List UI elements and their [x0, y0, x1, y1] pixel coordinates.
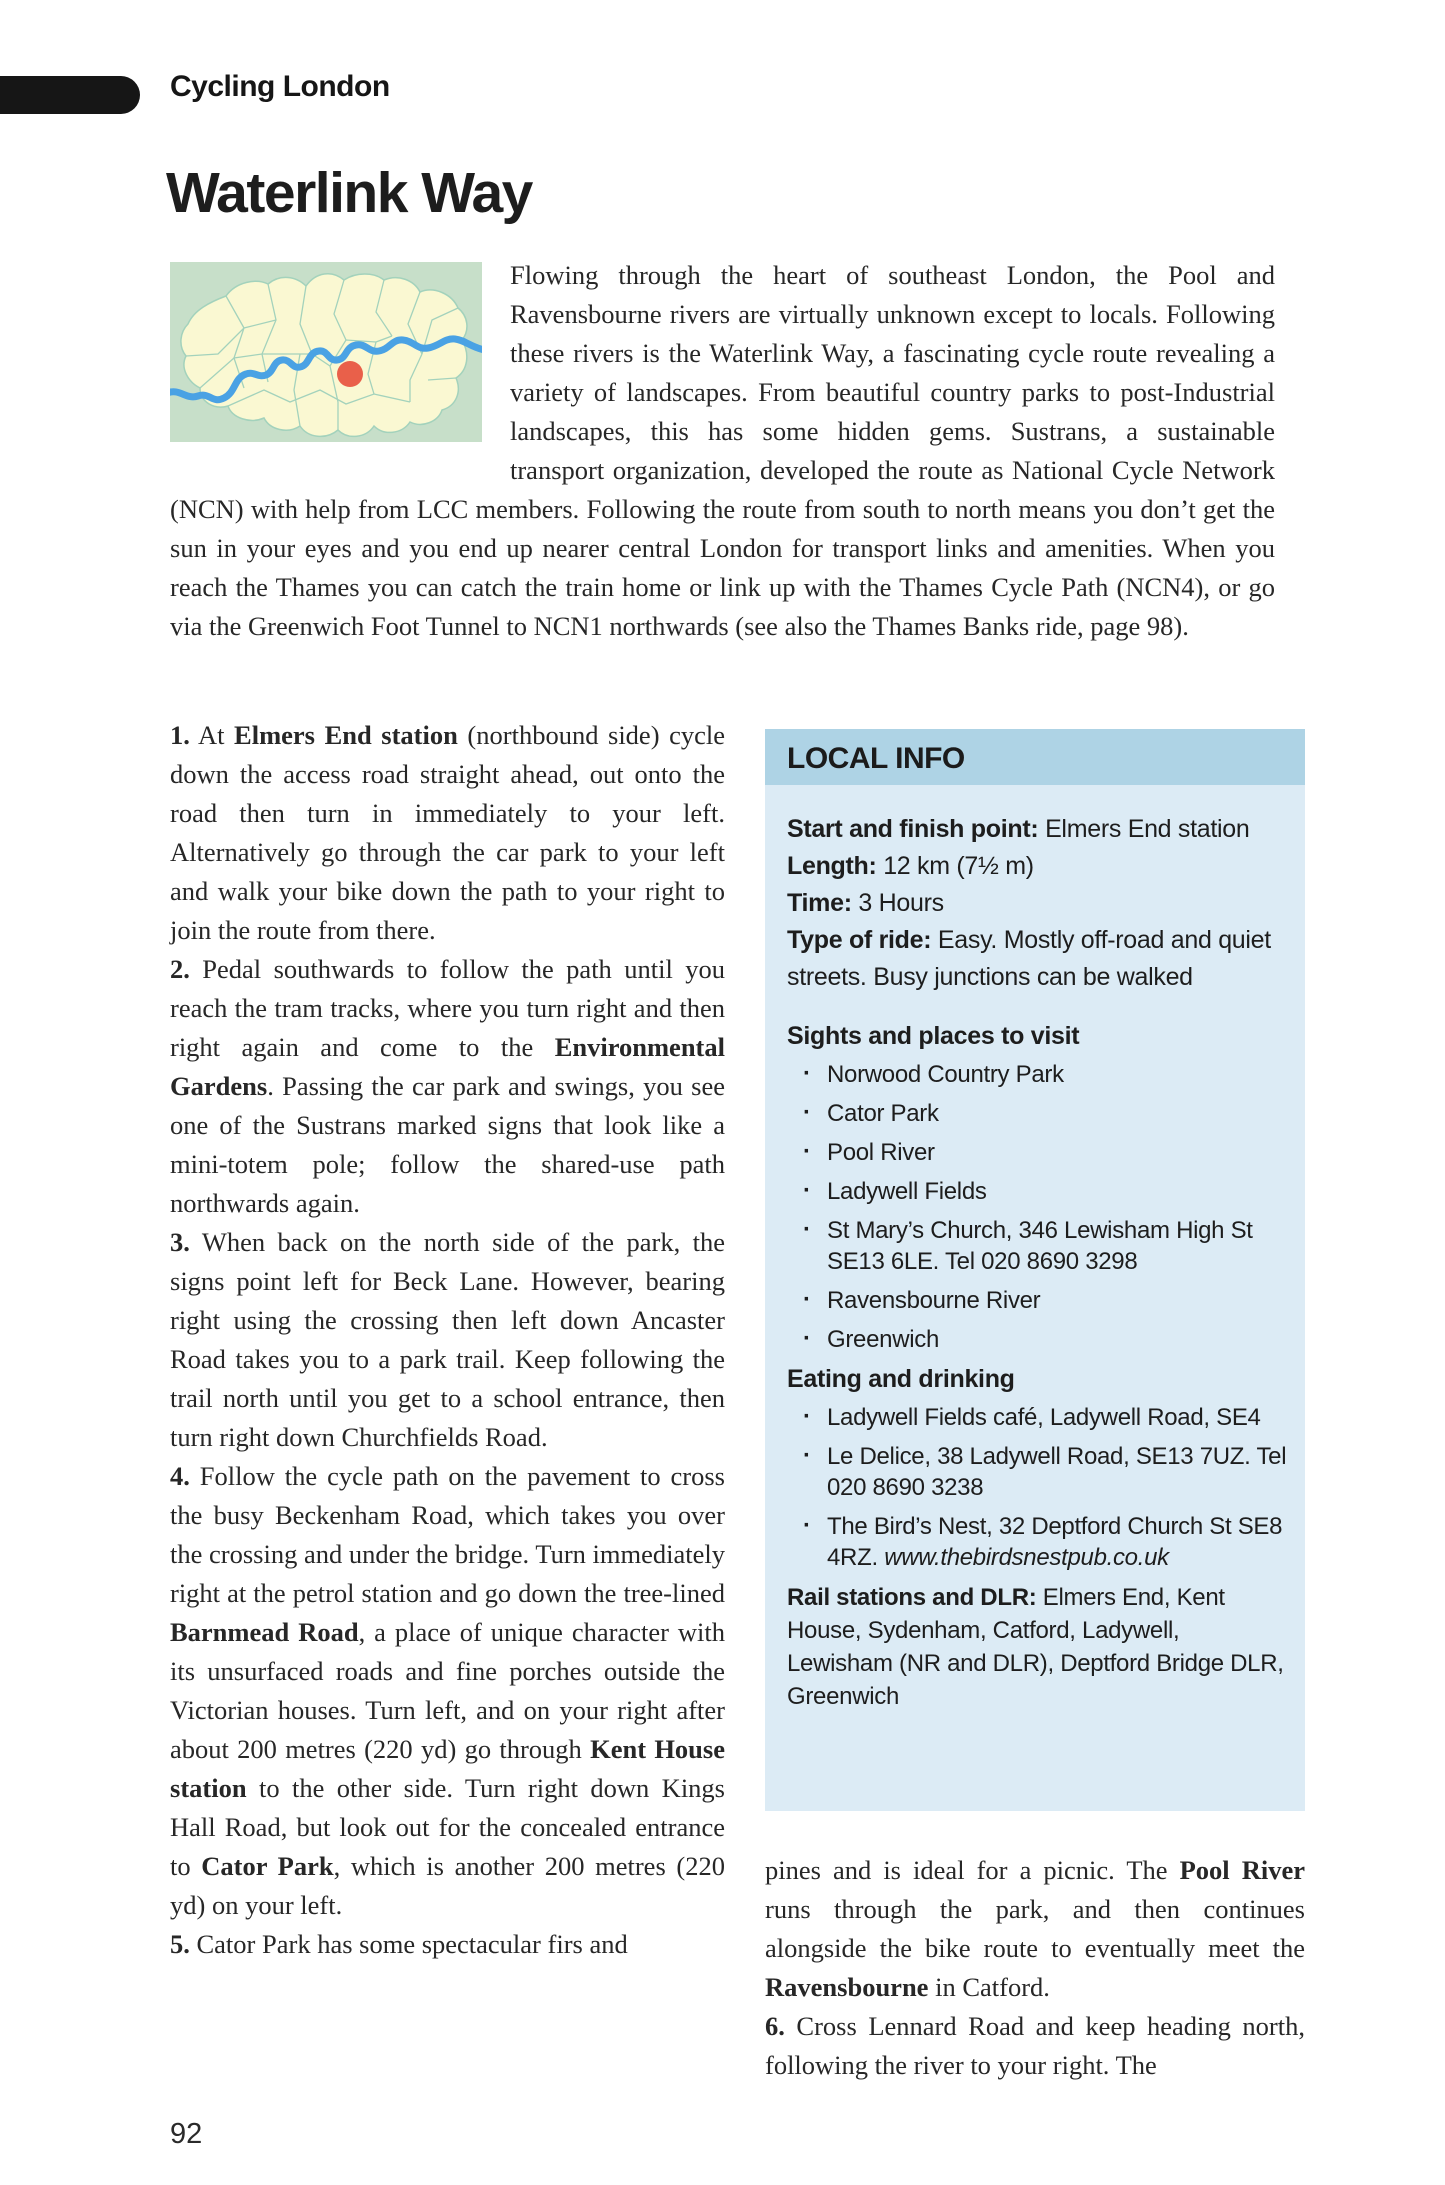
- fact-label: Type of ride:: [787, 926, 938, 954]
- route-step-paragraph: [170, 716, 725, 950]
- rail-stations-value: Elmers End, Kent House, Sydenham, Catford, Ladywell, Lewisham (NR and DLR), Deptford Bridge DLR, Greenwich: [787, 1584, 1284, 1710]
- fact-label: Time:: [787, 889, 859, 917]
- local-info-list-item: [787, 1176, 1287, 1207]
- local-info-fact: [787, 848, 1287, 885]
- page-title: Waterlink Way: [166, 161, 532, 225]
- emphasised-text: 6.: [765, 2011, 785, 2041]
- header-tab-bar: [0, 76, 140, 114]
- local-info-fact: [787, 885, 1287, 922]
- local-info-list: [787, 1402, 1287, 1573]
- local-info-section-heading: Eating and drinking: [787, 1365, 1015, 1393]
- emphasised-text: 2.: [170, 954, 190, 984]
- page-number: 92: [170, 2118, 203, 2150]
- text-run: St Mary’s Church, 346 Lewisham High St SE13 6LE. Tel 020 8690 3298: [827, 1217, 1253, 1275]
- emphasised-text: 1.: [170, 720, 190, 750]
- emphasised-text: Barnmead Road: [170, 1617, 359, 1647]
- emphasised-text: 4.: [170, 1461, 190, 1491]
- text-run: , which is another 200 metres (220 yd) on your left.: [170, 1851, 725, 1920]
- rail-stations-label: Rail stations and DLR:: [787, 1584, 1037, 1611]
- local-info-list: [787, 1059, 1287, 1355]
- text-run: When back on the north side of the park, the signs point left for Beck Lane. However, bearing right using the crossing then left down Ancaster Road takes you to a park trail. Keep following the trail north until you get to a school entrance, then turn right down Churchfields Road.: [170, 1227, 725, 1452]
- local-info-list-item: [787, 1137, 1287, 1168]
- text-run: . Passing the car park and swings, you see one of the Sustrans marked signs that look like a mini-totem pole; follow the shared-use path northwards again.: [170, 1071, 725, 1218]
- route-step-paragraph: [765, 2007, 1305, 2085]
- rail-stations: [787, 1581, 1287, 1713]
- route-columns: [170, 716, 1305, 2085]
- text-run: to the other side. Turn right down Kings Hall Road, but look out for the concealed entrance to: [170, 1773, 725, 1881]
- local-info-box: [765, 729, 1305, 1811]
- text-run: The Bird’s Nest, 32 Deptford Church St SE8 4RZ.: [827, 1513, 1283, 1571]
- text-run: Ladywell Fields café, Ladywell Road, SE4: [827, 1404, 1261, 1431]
- text-run: Cator Park: [827, 1100, 939, 1127]
- text-run: (northbound side) cycle down the access road straight ahead, out onto the road then turn in immediately to your left. Alternatively go through the car park to your left and walk your bike down the path to your right to join the route from there.: [170, 720, 725, 945]
- local-info-fact: [787, 811, 1287, 848]
- fact-value: 12 km (7½ m): [883, 852, 1034, 880]
- text-run: At: [189, 720, 235, 750]
- local-info-list-item: [787, 1324, 1287, 1355]
- intro-section: [170, 256, 1275, 646]
- local-info-fact: [787, 922, 1287, 996]
- intro-paragraph: Flowing through the heart of southeast London, the Pool and Ravensbourne rivers are virtually unknown except to locals. Following these rivers is the Waterlink Way, a fascinating cycle route revealing a variety of landscapes. From beautiful country parks to post-Industrial landscapes, this has some hidden gems. Sustrans, a sustainable transport organization, developed the route as National Cycle Network (NCN) with help from LCC members. Following the route from south to north means you don’t get the sun in your eyes and you end up nearer central London for transport links and amenities. When you reach the Thames you can catch the train home or link up with the Thames Cycle Path (NCN4), or go via the Greenwich Foot Tunnel to NCN1 northwards (see also the Thames Banks ride, page 98).: [170, 260, 1275, 641]
- local-info-list-item: [787, 1059, 1287, 1090]
- text-run: runs through the park, and then continues alongside the bike route to eventually meet the: [765, 1894, 1305, 1963]
- local-info-list-item: [787, 1402, 1287, 1433]
- emphasised-text: Pool River: [1179, 1855, 1305, 1885]
- fact-label: Length:: [787, 852, 884, 880]
- london-locator-map: [170, 262, 482, 442]
- text-run: , a place of unique character with its unsurfaced roads and fine porches outside the Victorian houses. Turn left, and on your right after about 200 metres (220 yd) go through: [170, 1617, 725, 1764]
- text-run: Le Delice, 38 Ladywell Road, SE13 7UZ. Tel 020 8690 3238: [827, 1443, 1287, 1501]
- text-run: Cator Park has some spectacular firs and: [189, 1929, 628, 1959]
- route-steps-left: [170, 716, 725, 2085]
- emphasised-text: 3.: [170, 1227, 190, 1257]
- route-step-paragraph: [170, 950, 725, 1223]
- text-run: Follow the cycle path on the pavement to cross the busy Beckenham Road, which takes you over the crossing and under the bridge. Turn immediately right at the petrol station and go down the tree-lined: [170, 1461, 725, 1608]
- text-run: Ladywell Fields: [827, 1178, 987, 1205]
- local-info-list-item: [787, 1441, 1287, 1503]
- route-step-paragraph: [765, 1851, 1305, 2007]
- route-step-paragraph: [170, 1223, 725, 1457]
- local-info-sections: [787, 1022, 1287, 1573]
- text-run: in Catford.: [928, 1972, 1050, 2002]
- route-location-marker: [337, 361, 363, 387]
- text-run: Ravensbourne River: [827, 1287, 1041, 1314]
- text-run: pines and is ideal for a picnic. The: [765, 1855, 1180, 1885]
- emphasised-text: Cator Park: [201, 1851, 334, 1881]
- text-run: Norwood Country Park: [827, 1061, 1064, 1088]
- emphasised-text: Kent House station: [170, 1734, 725, 1803]
- fact-value: 3 Hours: [858, 889, 944, 917]
- series-title: Cycling London: [170, 70, 390, 103]
- route-step-paragraph: [170, 1457, 725, 1925]
- local-info-facts: [787, 811, 1287, 996]
- local-info-list-item: [787, 1098, 1287, 1129]
- emphasised-text: Ravensbourne: [765, 1972, 929, 2002]
- fact-value: Easy. Mostly off-road and quiet streets. Busy junctions can be walked: [787, 926, 1271, 991]
- text-run: Cross Lennard Road and keep heading north, following the river to your right. The: [765, 2011, 1305, 2080]
- emphasised-text: Environmental Gardens: [170, 1032, 725, 1101]
- route-steps-right: [765, 1851, 1305, 2085]
- local-info-section-heading: Sights and places to visit: [787, 1022, 1080, 1050]
- local-info-list-item: [787, 1285, 1287, 1316]
- local-info-list-item: [787, 1215, 1287, 1277]
- local-info-title: LOCAL INFO: [765, 729, 1305, 785]
- text-run: Pedal southwards to follow the path until you reach the tram tracks, where you turn right and then right again and come to the: [170, 954, 725, 1062]
- emphasised-text: 5.: [170, 1929, 190, 1959]
- fact-label: Start and finish point:: [787, 815, 1046, 843]
- route-step-paragraph: [170, 1925, 725, 1964]
- emphasised-text: Elmers End station: [234, 720, 458, 750]
- local-info-body: [765, 785, 1305, 1811]
- italic-text: www.thebirdsnestpub.co.uk: [884, 1544, 1169, 1571]
- text-run: Pool River: [827, 1139, 935, 1166]
- fact-value: Elmers End station: [1045, 815, 1250, 843]
- local-info-list-item: [787, 1511, 1287, 1573]
- right-column: [765, 716, 1305, 2085]
- text-run: Greenwich: [827, 1326, 940, 1353]
